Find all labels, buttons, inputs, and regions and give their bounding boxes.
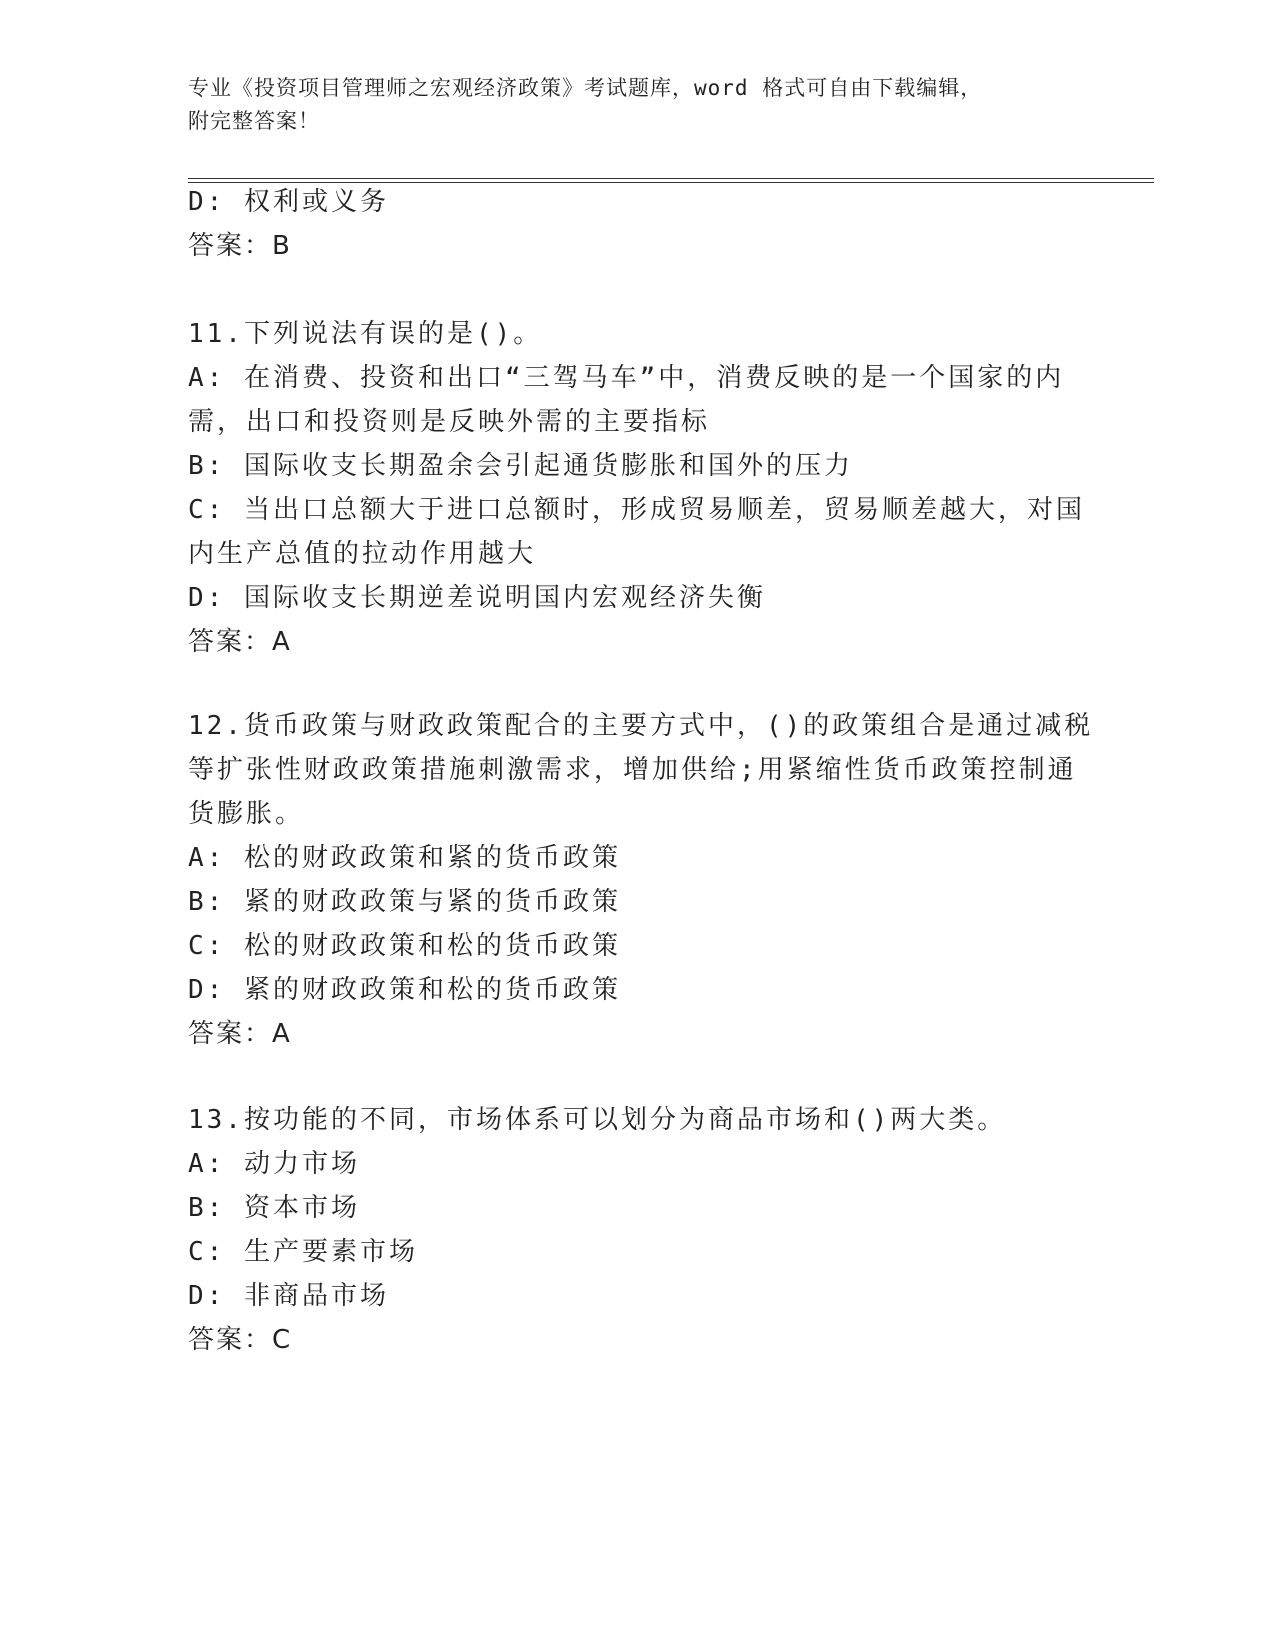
q12-answer: 答案：A: [188, 1019, 292, 1049]
document-header: [188, 72, 1088, 138]
q12-option-b: B: 紧的财政政策与紧的货币政策: [188, 887, 621, 917]
q13-option-b: B: 资本市场: [188, 1193, 360, 1223]
header-line-2: 附完整答案！: [188, 109, 320, 133]
q11-option-c-line-1: C: 当出口总额大于进口总额时，形成贸易顺差，贸易顺差越大，对国: [188, 495, 1085, 525]
q13-option-d: D: 非商品市场: [188, 1281, 389, 1311]
q12-option-a: A: 松的财政政策和紧的货币政策: [188, 843, 621, 873]
prev-option-d: D: 权利或义务: [188, 187, 389, 217]
q11-answer: 答案：A: [188, 627, 292, 657]
q12-stem-line-2: 等扩张性财政政策措施刺激需求，增加供给;用紧缩性货币政策控制通: [188, 755, 1077, 785]
header-divider: [188, 178, 1154, 183]
q13-stem: 13.按功能的不同，市场体系可以划分为商品市场和()两大类。: [188, 1105, 1007, 1135]
q11-option-a-line-1: A: 在消费、投资和出口“三驾马车”中，消费反映的是一个国家的内: [188, 363, 1065, 393]
q11-option-c-line-2: 内生产总值的拉动作用越大: [188, 539, 537, 569]
q11-option-d: D: 国际收支长期逆差说明国内宏观经济失衡: [188, 583, 766, 613]
q13-option-c: C: 生产要素市场: [188, 1237, 418, 1267]
q11-option-b: B: 国际收支长期盈余会引起通货膨胀和国外的压力: [188, 451, 853, 481]
prev-answer: 答案：B: [188, 231, 292, 261]
q12-stem-line-3: 货膨胀。: [188, 799, 305, 829]
q12-stem-line-1: 12.货币政策与财政政策配合的主要方式中，()的政策组合是通过减税: [188, 711, 1094, 741]
q13-option-a: A: 动力市场: [188, 1149, 360, 1179]
q13-answer: 答案：C: [188, 1325, 293, 1355]
q11-option-a-line-2: 需，出口和投资则是反映外需的主要指标: [188, 407, 711, 437]
header-line-1: 专业《投资项目管理师之宏观经济政策》考试题库，word 格式可自由下载编辑，: [188, 76, 983, 100]
q12-option-c: C: 松的财政政策和松的货币政策: [188, 931, 621, 961]
q12-option-d: D: 紧的财政政策和松的货币政策: [188, 975, 621, 1005]
q11-stem: 11.下列说法有误的是()。: [188, 319, 543, 349]
